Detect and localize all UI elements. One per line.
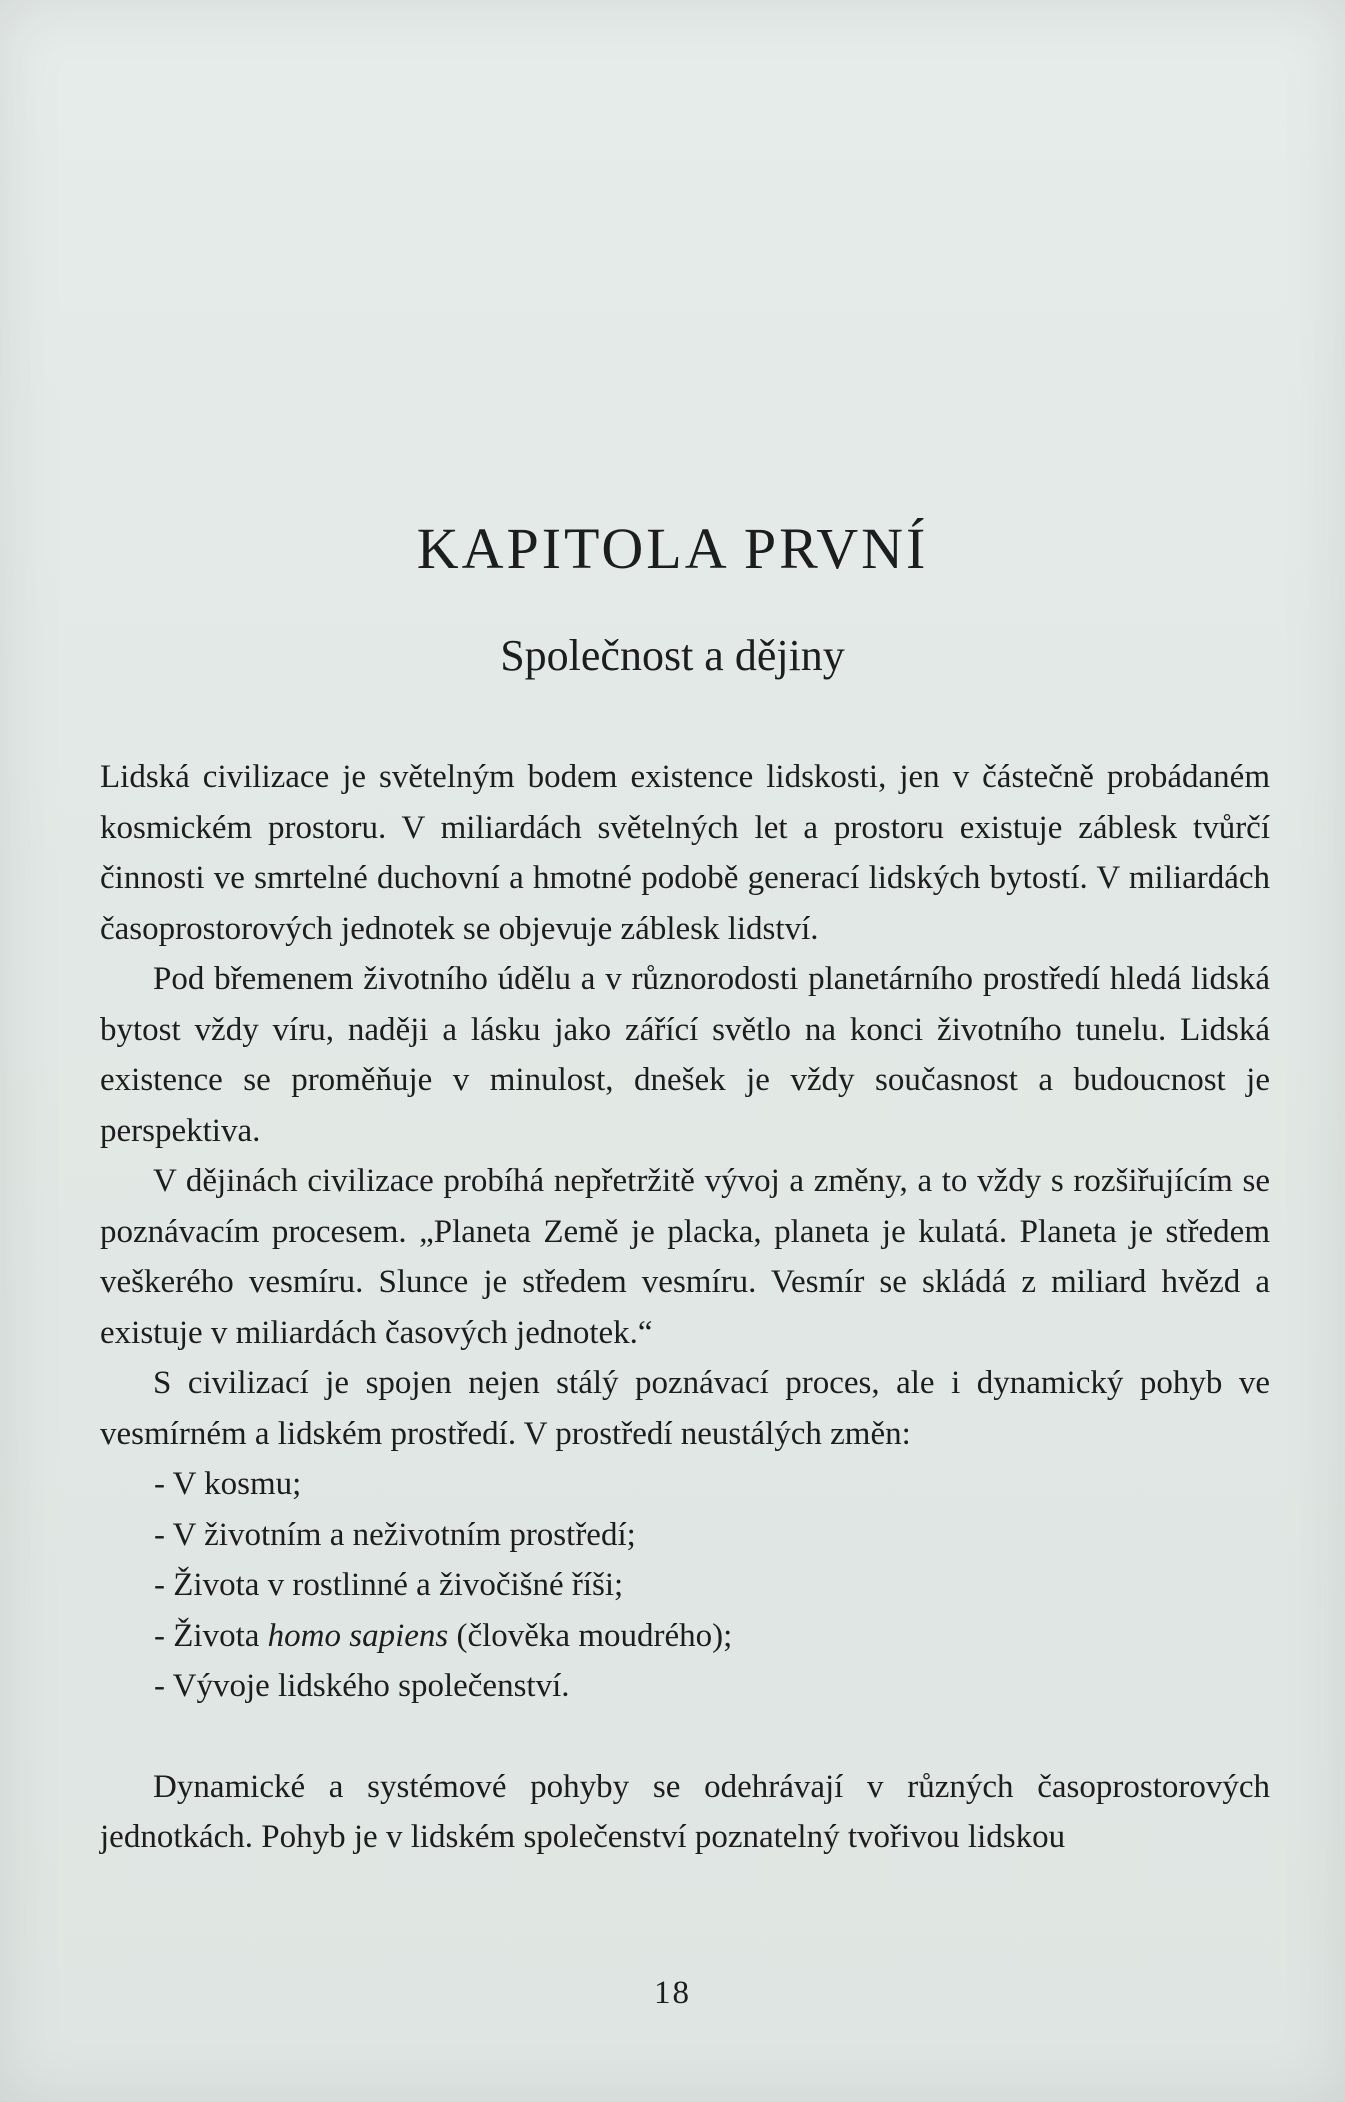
list-item: - Vývoje lidského společenství.	[154, 1668, 570, 1704]
list-item: - V kosmu;	[154, 1466, 302, 1502]
paragraph-2: Pod břemenem životního údělu a v různorodosti planetárního prostředí hledá lidská bytost vždy víru, naději a lásku jako zářící světlo na konci životního tunelu. Lidská existence se proměňuje v minulost, dnešek je vždy současnost a budoucnost je perspektiva.	[100, 961, 1270, 1149]
paragraph-gap	[100, 1712, 1270, 1762]
chapter-subtitle: Společnost a dějiny	[500, 631, 845, 680]
page-number: 18	[654, 1975, 691, 2011]
italic-term: homo sapiens	[267, 1617, 449, 1654]
list-item: - Života v rostlinné a živočišné říši;	[154, 1567, 624, 1603]
closing-paragraph: Dynamické a systémové pohyby se odehrávají v různých časoprostorových jednotkách. Pohyb je v lidském společenství poznatelný tvořivou lidskou	[100, 1768, 1270, 1855]
paragraph-3: V dějinách civilizace probíhá nepřetržitě vývoj a změny, a to vždy s rozšiřujícím se poznávacím procesem. „Planeta Země je placka, planeta je kulatá. Planeta je středem veškerého vesmíru. Slunce je středem vesmíru. Vesmír se skládá z miliard hvězd a existuje v miliardách časových jednotek.“	[100, 1163, 1270, 1351]
list-item: - V životním a neživotním prostředí;	[154, 1516, 636, 1553]
change-list	[100, 1459, 1270, 1712]
paragraph-1: Lidská civilizace je světelným bodem existence lidskosti, jen v částečně probádaném kosmickém prostoru. V miliardách světelných let a prostoru existuje záblesk tvůrčí činnosti ve smrtelné duchovní a hmotné podobě generací lidských bytostí. V miliardách časoprostorových jednotek se objevuje záblesk lidství.	[100, 759, 1270, 947]
body-text	[100, 752, 1270, 1863]
paragraph-4: S civilizací je spojen nejen stálý poznávací proces, ale i dynamický pohyb ve vesmírném a lidském prostředí. V prostředí neustálých změn:	[100, 1365, 1270, 1452]
chapter-title: KAPITOLA PRVNÍ	[416, 516, 929, 581]
list-item: - Života homo sapiens (člověka moudrého);	[154, 1617, 733, 1654]
